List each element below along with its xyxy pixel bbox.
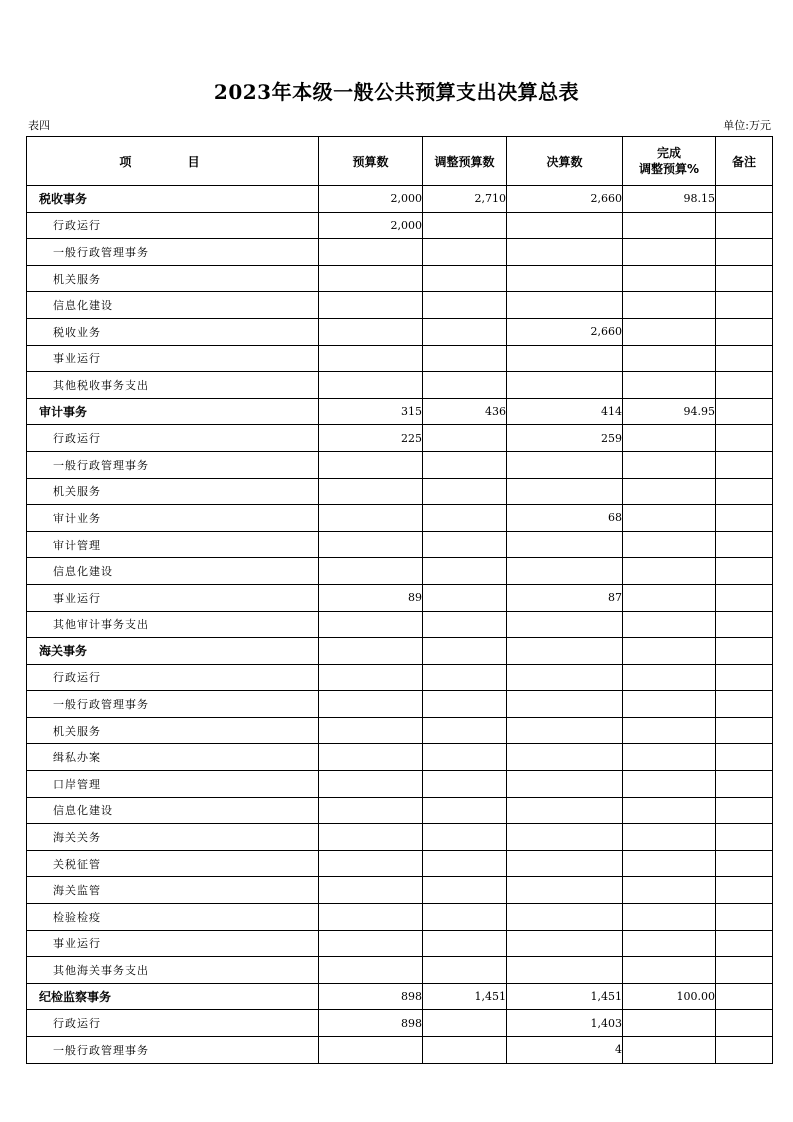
cell-remark <box>716 451 773 478</box>
cell-remark <box>716 744 773 771</box>
cell-completion <box>623 558 716 585</box>
cell-item-name: 海关事务 <box>27 638 319 665</box>
cell-completion <box>623 318 716 345</box>
table-row <box>27 425 773 452</box>
cell-item-name: 口岸管理 <box>27 771 319 798</box>
cell-adjusted-budget <box>423 930 507 957</box>
cell-item-name: 关税征管 <box>27 850 319 877</box>
cell-completion <box>623 904 716 931</box>
table-row <box>27 797 773 824</box>
cell-remark <box>716 983 773 1010</box>
cell-item-name: 信息化建设 <box>27 797 319 824</box>
cell-budget <box>319 664 423 691</box>
category-row <box>27 398 773 425</box>
cell-completion <box>623 957 716 984</box>
cell-adjusted-budget <box>423 850 507 877</box>
cell-adjusted-budget: 2,710 <box>423 186 507 213</box>
cell-completion <box>623 505 716 532</box>
cell-item-name: 审计业务 <box>27 505 319 532</box>
cell-completion <box>623 372 716 399</box>
cell-final-accounts <box>507 850 623 877</box>
header-budget: 预算数 <box>319 137 423 186</box>
cell-item-name: 事业运行 <box>27 584 319 611</box>
cell-adjusted-budget <box>423 212 507 239</box>
cell-budget <box>319 611 423 638</box>
cell-adjusted-budget <box>423 771 507 798</box>
cell-budget <box>319 451 423 478</box>
cell-final-accounts <box>507 664 623 691</box>
cell-remark <box>716 904 773 931</box>
cell-final-accounts <box>507 771 623 798</box>
cell-budget <box>319 824 423 851</box>
cell-budget <box>319 877 423 904</box>
cell-final-accounts <box>507 372 623 399</box>
cell-final-accounts <box>507 239 623 266</box>
cell-adjusted-budget: 436 <box>423 398 507 425</box>
cell-completion <box>623 345 716 372</box>
table-row <box>27 611 773 638</box>
cell-adjusted-budget <box>423 531 507 558</box>
cell-remark <box>716 1010 773 1037</box>
cell-completion <box>623 744 716 771</box>
cell-item-name: 税收业务 <box>27 318 319 345</box>
cell-budget <box>319 292 423 319</box>
cell-completion: 100.00 <box>623 983 716 1010</box>
cell-final-accounts <box>507 744 623 771</box>
cell-remark <box>716 505 773 532</box>
cell-completion <box>623 638 716 665</box>
cell-item-name: 审计管理 <box>27 531 319 558</box>
cell-budget <box>319 957 423 984</box>
table-row <box>27 345 773 372</box>
table-row <box>27 691 773 718</box>
cell-final-accounts: 1,403 <box>507 1010 623 1037</box>
table-row <box>27 584 773 611</box>
cell-budget <box>319 558 423 585</box>
cell-remark <box>716 345 773 372</box>
cell-final-accounts: 87 <box>507 584 623 611</box>
expenditure-table <box>26 136 773 1064</box>
cell-budget <box>319 318 423 345</box>
cell-final-accounts <box>507 611 623 638</box>
header-item: 项 目 <box>27 137 319 186</box>
cell-remark <box>716 558 773 585</box>
cell-final-accounts: 414 <box>507 398 623 425</box>
cell-adjusted-budget <box>423 744 507 771</box>
cell-item-name: 行政运行 <box>27 425 319 452</box>
cell-completion <box>623 877 716 904</box>
cell-completion <box>623 292 716 319</box>
cell-final-accounts <box>507 877 623 904</box>
table-row <box>27 1037 773 1064</box>
table-row <box>27 717 773 744</box>
table-row <box>27 824 773 851</box>
table-row <box>27 904 773 931</box>
cell-completion <box>623 664 716 691</box>
cell-item-name: 海关关务 <box>27 824 319 851</box>
table-row <box>27 930 773 957</box>
cell-budget <box>319 505 423 532</box>
cell-adjusted-budget: 1,451 <box>423 983 507 1010</box>
cell-completion <box>623 451 716 478</box>
cell-remark <box>716 1037 773 1064</box>
cell-final-accounts <box>507 638 623 665</box>
cell-adjusted-budget <box>423 691 507 718</box>
cell-final-accounts <box>507 212 623 239</box>
cell-remark <box>716 717 773 744</box>
report-title: 2023年本级一般公共预算支出决算总表 <box>213 80 580 104</box>
cell-adjusted-budget <box>423 824 507 851</box>
cell-budget: 225 <box>319 425 423 452</box>
cell-adjusted-budget <box>423 265 507 292</box>
table-row <box>27 957 773 984</box>
cell-adjusted-budget <box>423 797 507 824</box>
table-row <box>27 850 773 877</box>
cell-final-accounts <box>507 797 623 824</box>
cell-completion <box>623 265 716 292</box>
cell-final-accounts <box>507 904 623 931</box>
cell-completion <box>623 717 716 744</box>
cell-adjusted-budget <box>423 239 507 266</box>
cell-item-name: 信息化建设 <box>27 292 319 319</box>
cell-completion <box>623 850 716 877</box>
table-row <box>27 451 773 478</box>
cell-budget <box>319 372 423 399</box>
cell-adjusted-budget <box>423 904 507 931</box>
table-row <box>27 664 773 691</box>
cell-completion <box>623 611 716 638</box>
cell-item-name: 海关监管 <box>27 877 319 904</box>
cell-remark <box>716 186 773 213</box>
cell-budget <box>319 638 423 665</box>
cell-item-name: 审计事务 <box>27 398 319 425</box>
cell-budget: 2,000 <box>319 212 423 239</box>
cell-final-accounts <box>507 930 623 957</box>
cell-item-name: 行政运行 <box>27 664 319 691</box>
cell-adjusted-budget <box>423 877 507 904</box>
cell-remark <box>716 584 773 611</box>
cell-item-name: 其他海关事务支出 <box>27 957 319 984</box>
cell-final-accounts <box>507 292 623 319</box>
cell-completion <box>623 239 716 266</box>
table-row <box>27 239 773 266</box>
table-row <box>27 478 773 505</box>
cell-item-name: 缉私办案 <box>27 744 319 771</box>
cell-adjusted-budget <box>423 584 507 611</box>
cell-completion <box>623 531 716 558</box>
cell-budget: 315 <box>319 398 423 425</box>
cell-adjusted-budget <box>423 372 507 399</box>
table-row <box>27 505 773 532</box>
cell-adjusted-budget <box>423 664 507 691</box>
cell-item-name: 机关服务 <box>27 478 319 505</box>
cell-adjusted-budget <box>423 638 507 665</box>
cell-remark <box>716 265 773 292</box>
cell-final-accounts: 2,660 <box>507 186 623 213</box>
cell-completion <box>623 691 716 718</box>
cell-adjusted-budget <box>423 505 507 532</box>
cell-adjusted-budget <box>423 425 507 452</box>
cell-adjusted-budget <box>423 318 507 345</box>
table-row <box>27 292 773 319</box>
cell-final-accounts <box>507 717 623 744</box>
cell-adjusted-budget <box>423 451 507 478</box>
cell-item-name: 纪检监察事务 <box>27 983 319 1010</box>
cell-item-name: 信息化建设 <box>27 558 319 585</box>
cell-item-name: 一般行政管理事务 <box>27 1037 319 1064</box>
cell-budget <box>319 744 423 771</box>
cell-budget <box>319 717 423 744</box>
cell-final-accounts: 4 <box>507 1037 623 1064</box>
header-final-accounts: 决算数 <box>507 137 623 186</box>
cell-adjusted-budget <box>423 1037 507 1064</box>
cell-adjusted-budget <box>423 957 507 984</box>
cell-item-name: 事业运行 <box>27 930 319 957</box>
cell-final-accounts: 1,451 <box>507 983 623 1010</box>
cell-remark <box>716 239 773 266</box>
cell-completion <box>623 771 716 798</box>
table-row <box>27 558 773 585</box>
cell-remark <box>716 478 773 505</box>
cell-adjusted-budget <box>423 292 507 319</box>
table-header-row <box>27 137 773 186</box>
cell-budget <box>319 265 423 292</box>
cell-budget <box>319 904 423 931</box>
cell-item-name: 事业运行 <box>27 345 319 372</box>
cell-completion: 98.15 <box>623 186 716 213</box>
cell-item-name: 机关服务 <box>27 717 319 744</box>
cell-budget <box>319 930 423 957</box>
cell-adjusted-budget <box>423 611 507 638</box>
cell-completion <box>623 824 716 851</box>
header-completion <box>623 137 716 186</box>
table-row <box>27 265 773 292</box>
cell-budget <box>319 1037 423 1064</box>
cell-remark <box>716 398 773 425</box>
cell-item-name: 检验检疫 <box>27 904 319 931</box>
table-row <box>27 212 773 239</box>
cell-completion <box>623 212 716 239</box>
cell-final-accounts <box>507 691 623 718</box>
cell-remark <box>716 292 773 319</box>
cell-adjusted-budget <box>423 345 507 372</box>
cell-completion <box>623 425 716 452</box>
table-body <box>27 186 773 1064</box>
cell-remark <box>716 664 773 691</box>
cell-item-name: 一般行政管理事务 <box>27 451 319 478</box>
cell-final-accounts <box>507 558 623 585</box>
cell-item-name: 行政运行 <box>27 1010 319 1037</box>
table-row <box>27 744 773 771</box>
cell-remark <box>716 611 773 638</box>
cell-final-accounts: 2,660 <box>507 318 623 345</box>
cell-remark <box>716 531 773 558</box>
cell-budget <box>319 239 423 266</box>
cell-remark <box>716 638 773 665</box>
cell-budget: 89 <box>319 584 423 611</box>
cell-budget: 2,000 <box>319 186 423 213</box>
cell-final-accounts <box>507 451 623 478</box>
cell-completion <box>623 584 716 611</box>
cell-adjusted-budget <box>423 478 507 505</box>
table-row <box>27 318 773 345</box>
category-row <box>27 983 773 1010</box>
cell-budget <box>319 771 423 798</box>
table-row <box>27 531 773 558</box>
cell-budget <box>319 797 423 824</box>
cell-budget: 898 <box>319 1010 423 1037</box>
cell-completion <box>623 930 716 957</box>
cell-completion <box>623 1010 716 1037</box>
cell-completion <box>623 1037 716 1064</box>
cell-completion <box>623 797 716 824</box>
cell-item-name: 一般行政管理事务 <box>27 239 319 266</box>
cell-remark <box>716 372 773 399</box>
cell-final-accounts <box>507 957 623 984</box>
category-row <box>27 186 773 213</box>
table-row <box>27 1010 773 1037</box>
cell-completion <box>623 478 716 505</box>
cell-item-name: 其他税收事务支出 <box>27 372 319 399</box>
cell-adjusted-budget <box>423 717 507 744</box>
table-row <box>27 771 773 798</box>
cell-budget <box>319 850 423 877</box>
table-row <box>27 372 773 399</box>
cell-remark <box>716 957 773 984</box>
cell-final-accounts <box>507 478 623 505</box>
cell-budget <box>319 345 423 372</box>
cell-final-accounts <box>507 824 623 851</box>
table-number: 表四 <box>28 119 50 132</box>
cell-item-name: 行政运行 <box>27 212 319 239</box>
header-remark: 备注 <box>716 137 773 186</box>
cell-remark <box>716 691 773 718</box>
cell-remark <box>716 877 773 904</box>
cell-item-name: 税收事务 <box>27 186 319 213</box>
cell-remark <box>716 797 773 824</box>
cell-completion: 94.95 <box>623 398 716 425</box>
cell-remark <box>716 930 773 957</box>
cell-budget: 898 <box>319 983 423 1010</box>
cell-final-accounts <box>507 531 623 558</box>
category-row <box>27 638 773 665</box>
header-completion-line2: 调整预算% <box>638 162 700 176</box>
table-row <box>27 877 773 904</box>
cell-remark <box>716 824 773 851</box>
cell-budget <box>319 531 423 558</box>
cell-remark <box>716 425 773 452</box>
cell-budget <box>319 691 423 718</box>
cell-final-accounts: 259 <box>507 425 623 452</box>
cell-remark <box>716 771 773 798</box>
cell-item-name: 一般行政管理事务 <box>27 691 319 718</box>
cell-adjusted-budget <box>423 558 507 585</box>
unit-label: 单位:万元 <box>723 119 771 132</box>
cell-final-accounts: 68 <box>507 505 623 532</box>
cell-final-accounts <box>507 265 623 292</box>
cell-item-name: 机关服务 <box>27 265 319 292</box>
cell-budget <box>319 478 423 505</box>
cell-remark <box>716 318 773 345</box>
cell-final-accounts <box>507 345 623 372</box>
cell-adjusted-budget <box>423 1010 507 1037</box>
cell-item-name: 其他审计事务支出 <box>27 611 319 638</box>
cell-remark <box>716 212 773 239</box>
cell-remark <box>716 850 773 877</box>
header-completion-line1: 完成 <box>656 146 681 160</box>
header-adjusted-budget: 调整预算数 <box>423 137 507 186</box>
